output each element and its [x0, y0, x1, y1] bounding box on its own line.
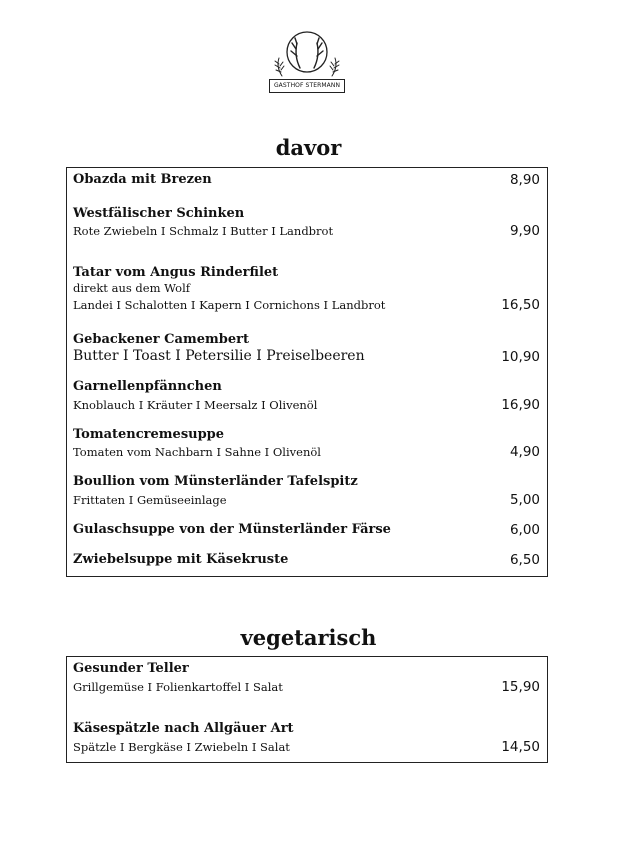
- item-name: Westfälischer Schinken: [73, 206, 245, 221]
- item-description: Grillgemüse I Folienkartoffel I Salat: [73, 680, 283, 694]
- item-name: Boullion vom Münsterländer Tafelspitz: [73, 474, 358, 489]
- item-name: Garnellenpfännchen: [73, 379, 222, 394]
- item-name: Käsespätzle nach Allgäuer Art: [73, 721, 294, 736]
- item-name: Tatar vom Angus Rinderfilet: [73, 265, 279, 280]
- item-description: Butter I Toast I Petersilie I Preiselbeeren: [73, 348, 365, 364]
- antler-icon: [266, 24, 348, 82]
- section-title-vegetarisch: vegetarisch: [240, 625, 377, 650]
- item-name: Gesunder Teller: [73, 661, 189, 676]
- item-description: direkt aus dem Wolf: [73, 281, 191, 295]
- item-price: 9,90: [509, 223, 540, 239]
- item-price: 6,00: [509, 522, 540, 538]
- item-price: 6,50: [509, 552, 540, 568]
- item-price: 16,50: [501, 297, 540, 313]
- item-price: 14,50: [501, 739, 540, 755]
- item-price: 8,90: [509, 172, 540, 188]
- item-price: 5,00: [509, 492, 540, 508]
- item-description: Tomaten vom Nachbarn I Sahne I Olivenöl: [73, 445, 321, 459]
- item-price: 10,90: [501, 349, 540, 365]
- item-description: Landei I Schalotten I Kapern I Cornichons I Landbrot: [73, 298, 386, 312]
- item-price: 4,90: [509, 444, 540, 460]
- item-description: Frittaten I Gemüseeinlage: [73, 493, 227, 507]
- logo-text: GASTHOF STERMANN: [269, 79, 345, 93]
- item-price: 15,90: [501, 679, 540, 695]
- item-description: Rote Zwiebeln I Schmalz I Butter I Landbrot: [73, 224, 334, 238]
- item-name: Tomatencremesuppe: [73, 427, 225, 442]
- item-description: Spätzle I Bergkäse I Zwiebeln I Salat: [73, 740, 290, 754]
- item-name: Obazda mit Brezen: [73, 172, 212, 187]
- section-title-davor: davor: [275, 135, 342, 160]
- logo: [266, 24, 348, 96]
- item-name: Zwiebelsuppe mit Käsekruste: [73, 552, 289, 567]
- item-name: Gulaschsuppe von der Münsterländer Färse: [73, 522, 391, 537]
- item-name: Gebackener Camembert: [73, 332, 249, 347]
- item-price: 16,90: [501, 397, 540, 413]
- item-description: Knoblauch I Kräuter I Meersalz I Olivenöl: [73, 398, 318, 412]
